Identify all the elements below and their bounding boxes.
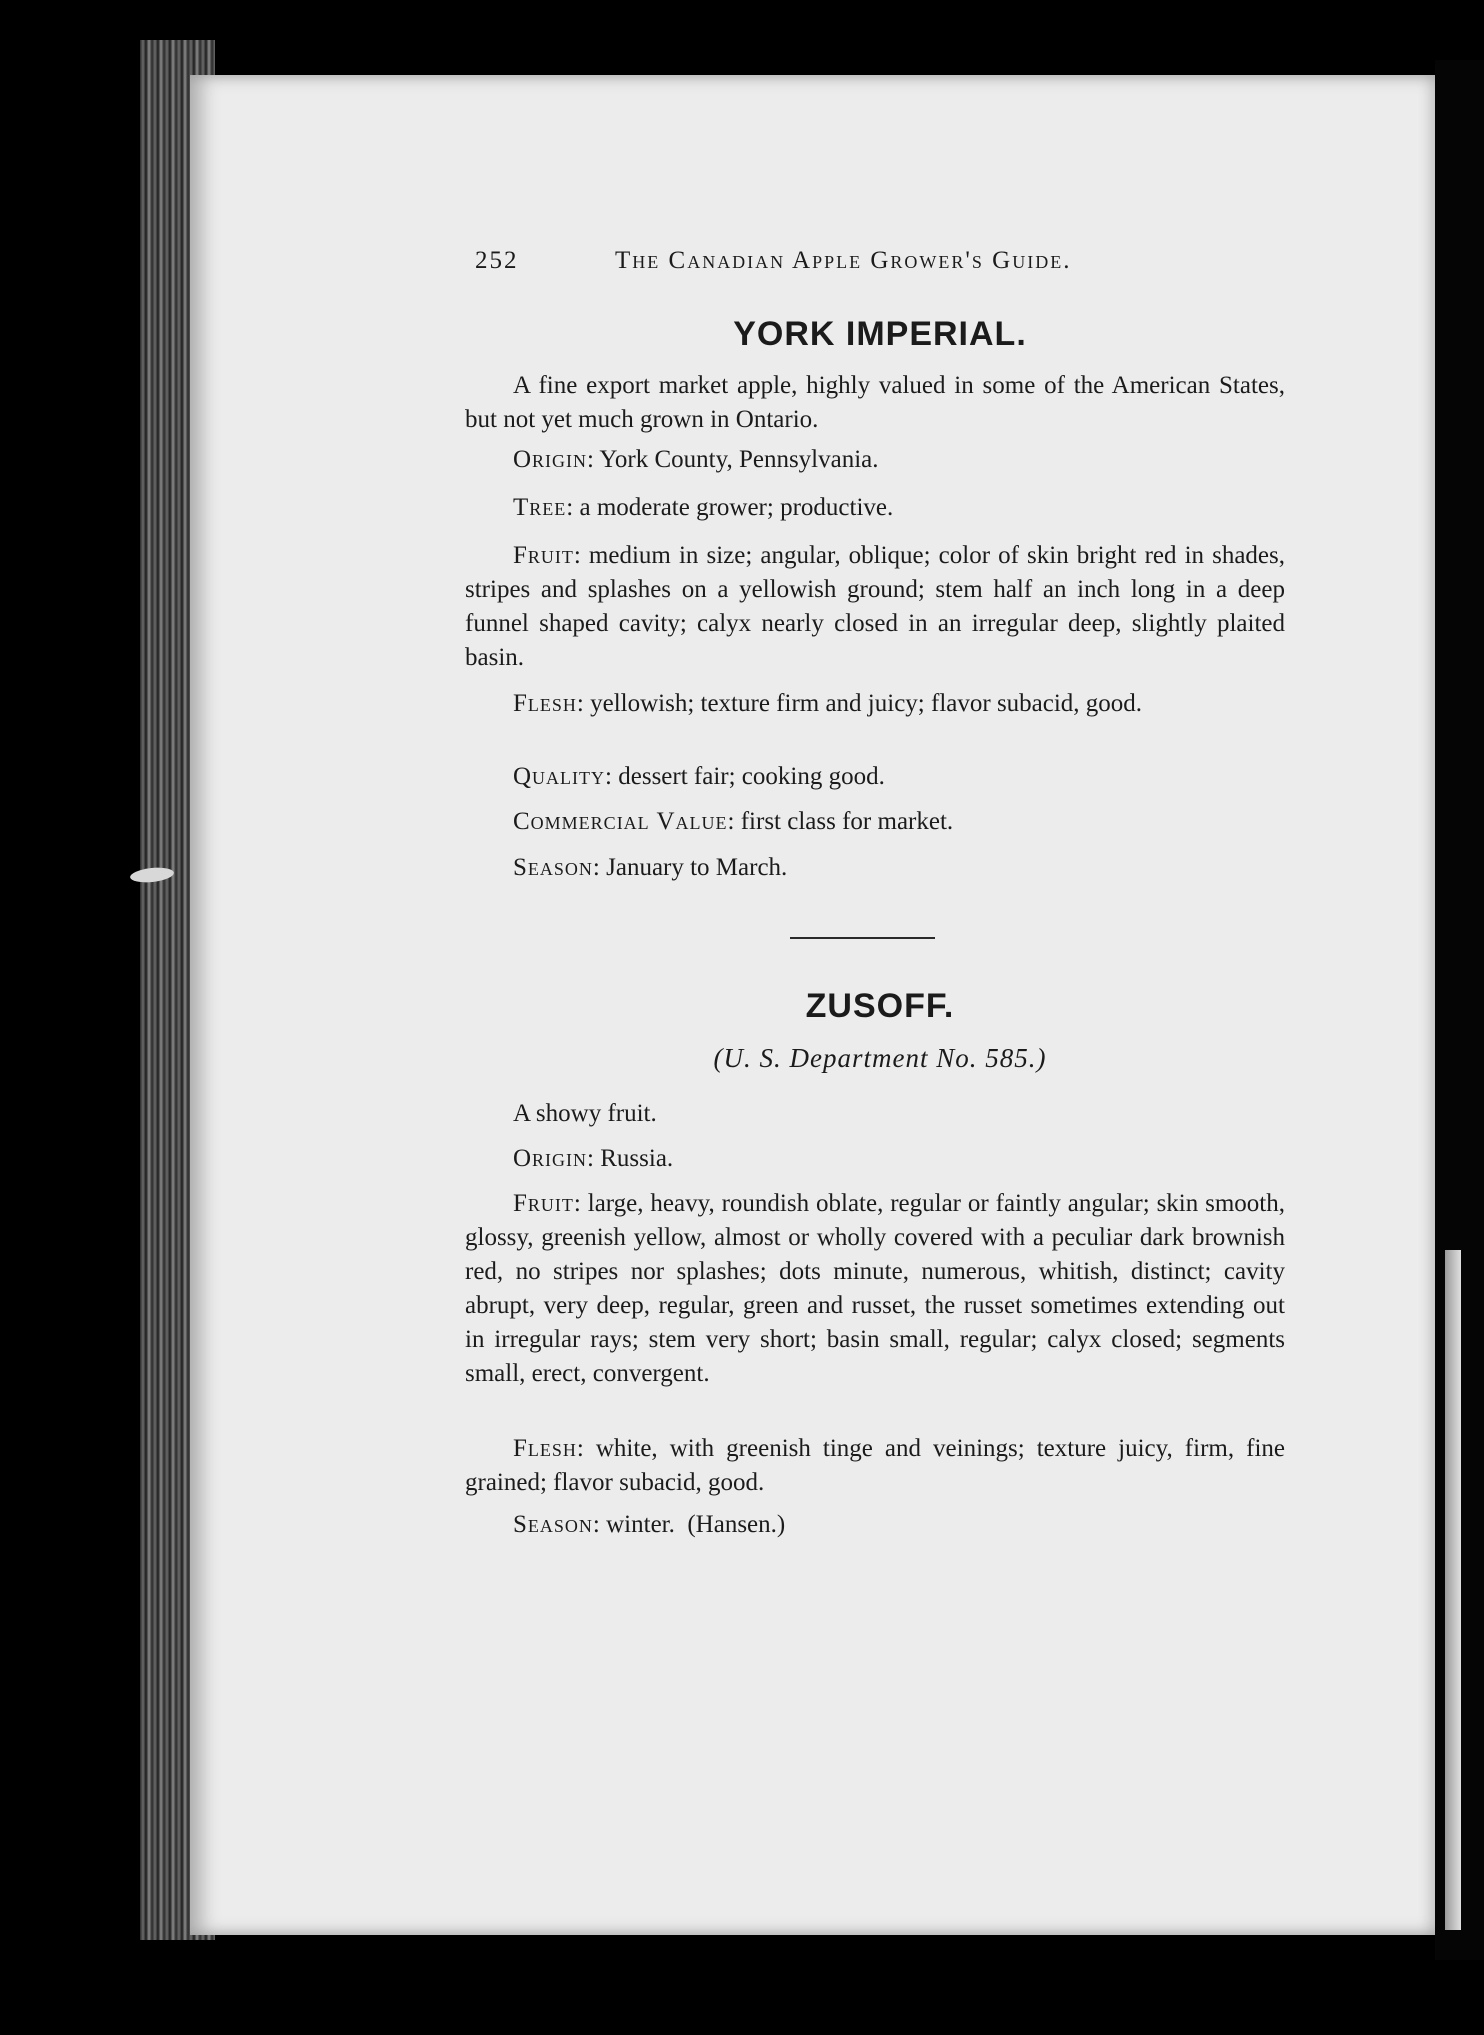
- page-number: 252: [475, 247, 519, 274]
- origin-text: : York County, Pennsylvania.: [587, 446, 879, 473]
- zusoff-flesh: [465, 1432, 1285, 1500]
- york-season: [465, 851, 1285, 885]
- season-text: : winter. (Hansen.): [592, 1511, 786, 1538]
- fruit-text: : medium in size; angular, oblique; color of skin bright red in shades, stripes and splashes on a yellowish ground; stem half an inch long in a deep funnel shaped cavity; calyx nearly closed in an irregular deep, slightly plaited basin.: [465, 542, 1285, 671]
- running-header: [465, 245, 1295, 285]
- season-text: : January to March.: [592, 854, 788, 881]
- section-title-zusoff: ZUSOFF.: [805, 987, 955, 1025]
- origin-label: Origin: [513, 446, 588, 473]
- york-quality: [465, 760, 1285, 794]
- zusoff-origin: [465, 1142, 1285, 1176]
- running-title: The Canadian Apple Grower's Guide.: [615, 247, 1072, 274]
- flesh-label: Flesh: [513, 1435, 577, 1462]
- commercial-label: Commercial Value: [513, 808, 728, 835]
- flesh-text: : yellowish; texture firm and juicy; flavor subacid, good.: [576, 690, 1143, 717]
- tree-text: : a moderate grower; productive.: [566, 494, 894, 521]
- fruit-text: : large, heavy, roundish oblate, regular or faintly angular; skin smooth, glossy, greenish yellow, almost or wholly covered with a peculiar dark brownish red, no stripes nor splashes; dots minute, numerous, whitish, distinct; cavity abrupt, very deep, regular, green and russet, the russet sometimes extending out in irregular rays; stem very short; basin small, regular; calyx closed; segments small, erect, convergent.: [465, 1190, 1285, 1387]
- flesh-label: Flesh: [513, 690, 577, 717]
- fruit-label: Fruit: [513, 542, 574, 569]
- tree-label: Tree: [513, 494, 567, 521]
- season-label: Season: [513, 1511, 593, 1538]
- flesh-text: : white, with greenish tinge and veinings; texture juicy, firm, fine grained; flavor subacid, good.: [465, 1435, 1285, 1496]
- york-intro: A fine export market apple, highly valued in some of the American States, but not yet much grown in Ontario.: [465, 372, 1285, 433]
- york-commercial-value: [465, 805, 1285, 839]
- section-divider: [790, 937, 935, 939]
- origin-text: : Russia.: [587, 1145, 674, 1172]
- york-tree: [465, 491, 1285, 525]
- section-title-york-imperial: YORK IMPERIAL.: [733, 315, 1027, 353]
- commercial-text: : first class for market.: [727, 808, 954, 835]
- fruit-label: Fruit: [513, 1190, 574, 1217]
- york-flesh: [465, 687, 1285, 721]
- quality-text: : dessert fair; cooking good.: [605, 763, 885, 790]
- quality-label: Quality: [513, 763, 606, 790]
- zusoff-fruit: [465, 1187, 1285, 1391]
- york-origin: [465, 443, 1285, 477]
- york-fruit: [465, 539, 1285, 675]
- zusoff-season: [465, 1508, 1285, 1542]
- facing-page-edge: [1445, 1250, 1461, 1930]
- zusoff-intro: A showy fruit.: [513, 1100, 657, 1127]
- origin-label: Origin: [513, 1145, 588, 1172]
- zusoff-subtitle: (U. S. Department No. 585.): [713, 1043, 1047, 1073]
- season-label: Season: [513, 854, 593, 881]
